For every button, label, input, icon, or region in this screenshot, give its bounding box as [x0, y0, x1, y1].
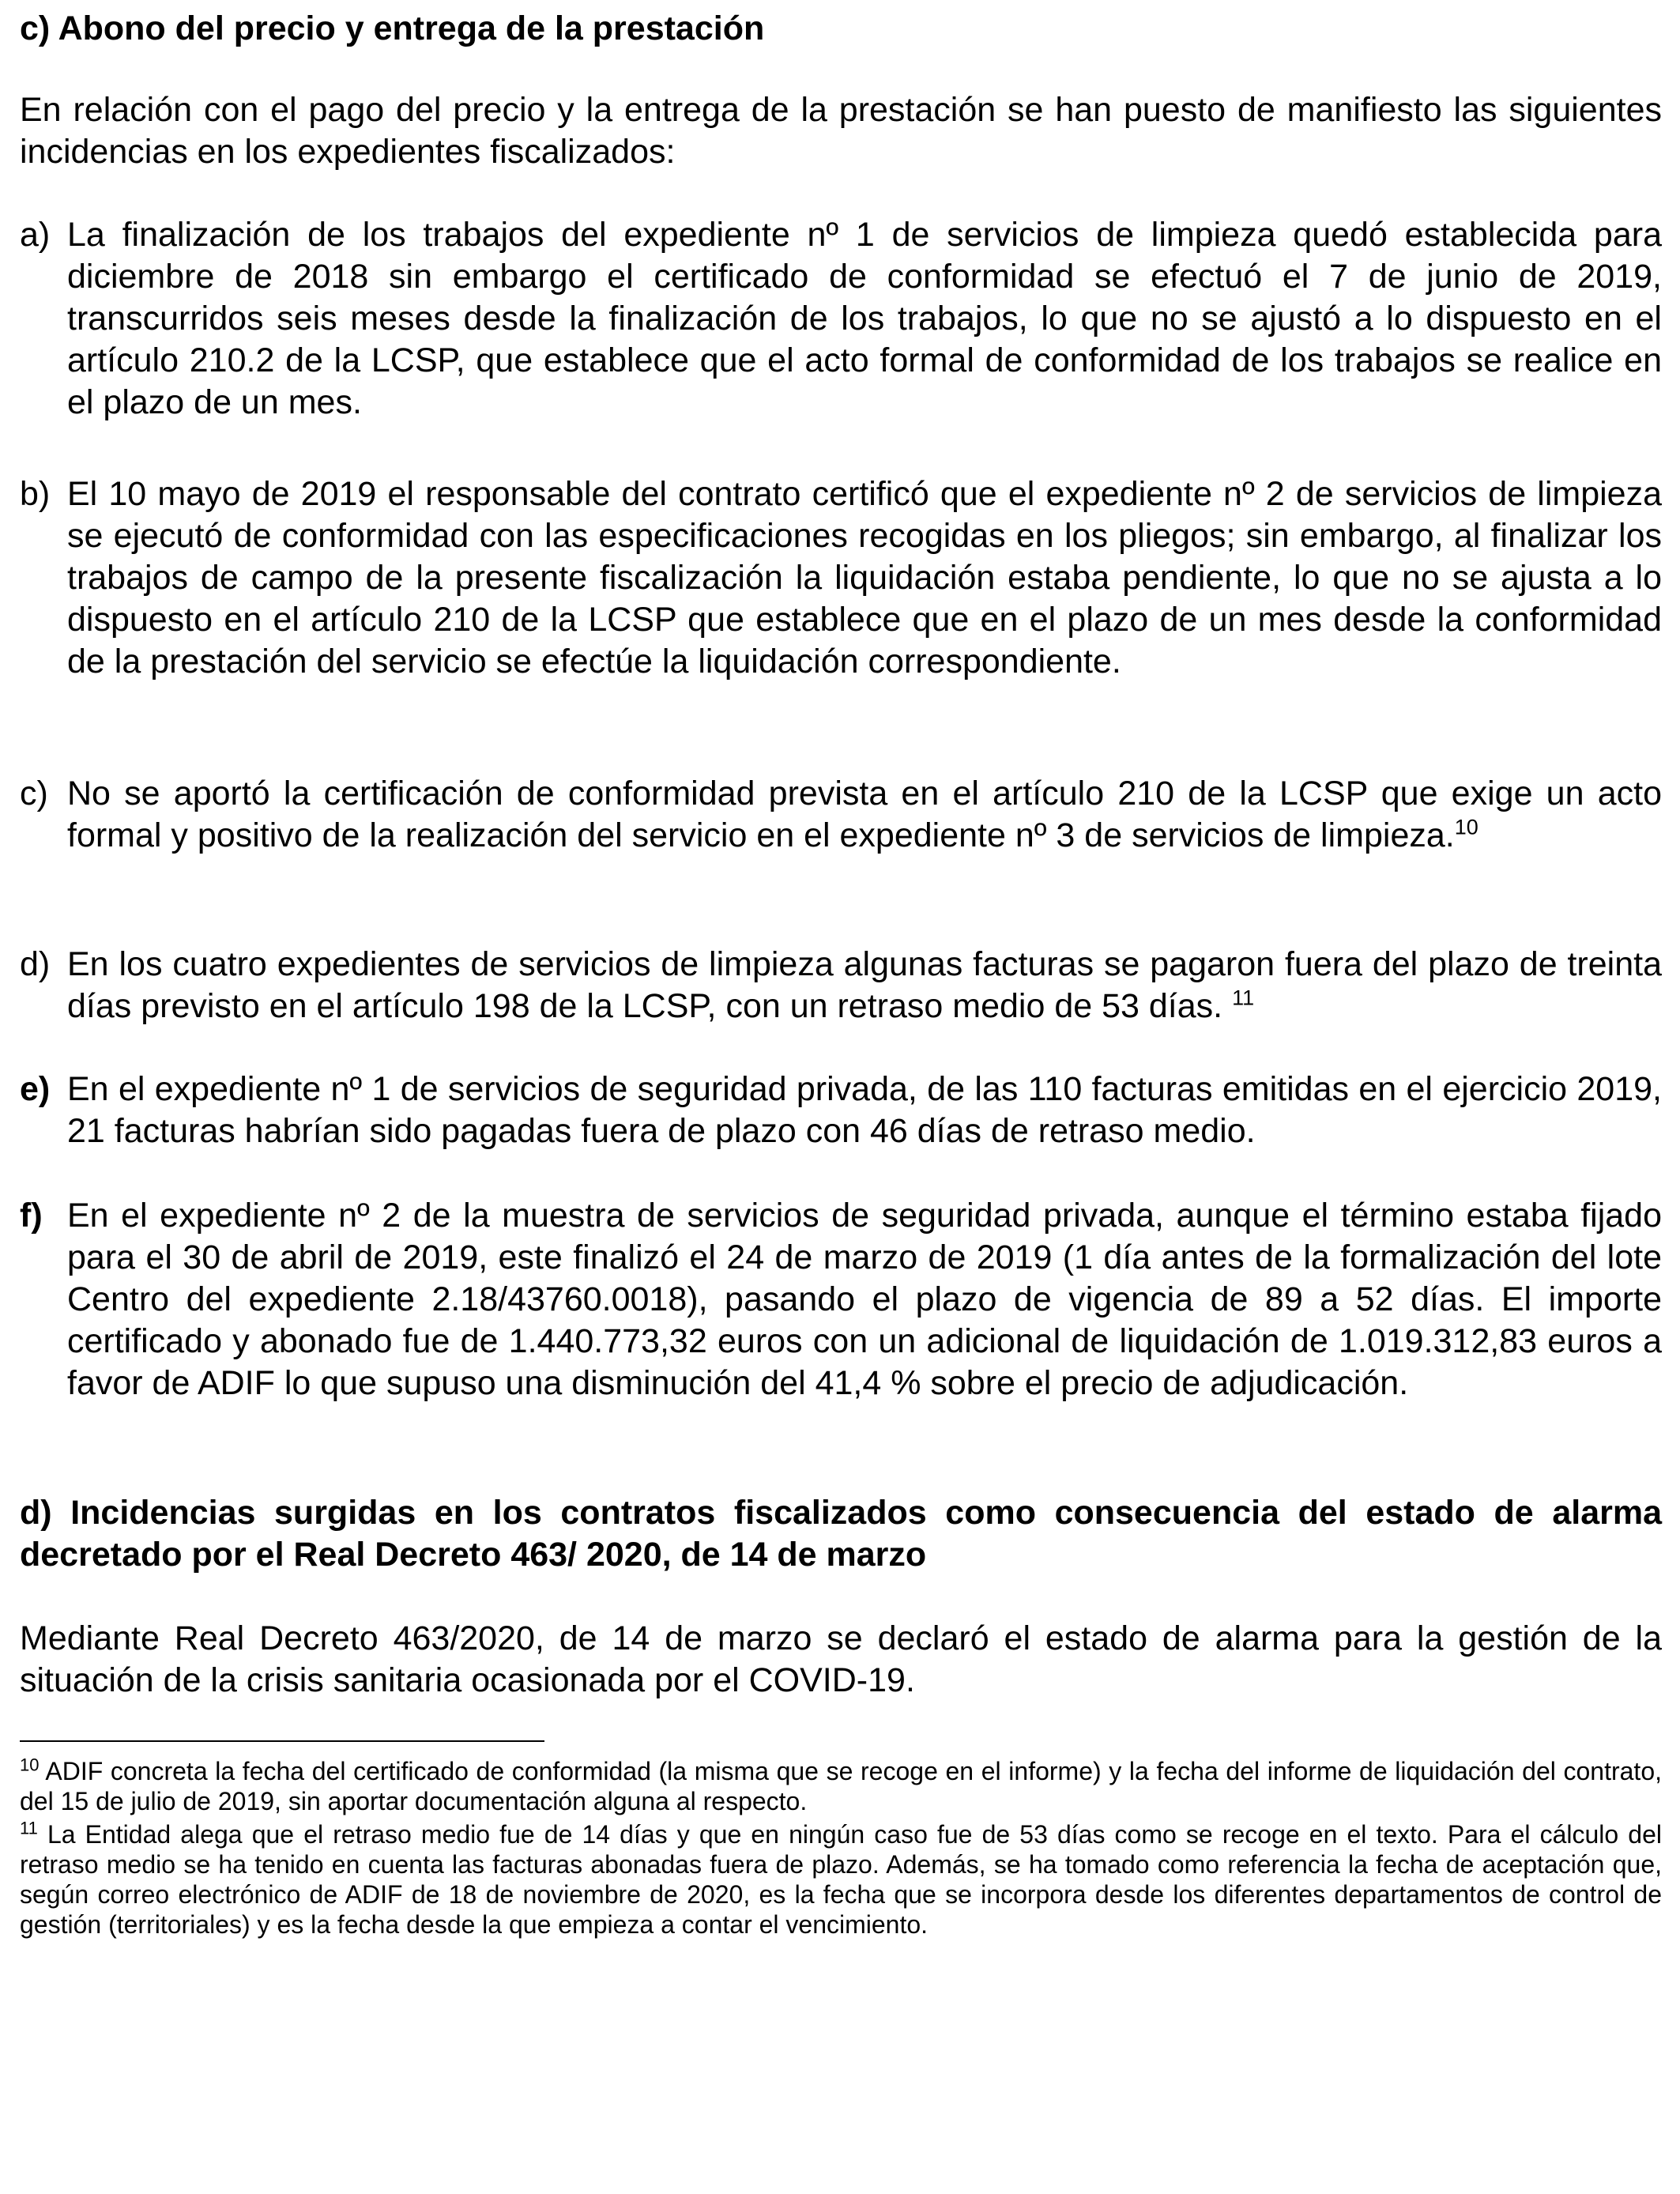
- list-marker: d): [20, 945, 51, 983]
- list-item-text-wrap: [67, 773, 1662, 857]
- list-item-text: En el expediente nº 2 de la muestra de servicios de seguridad privada, aunque el término estaba fijado para el 30 de abril de 2019, este finalizó el 24 de marzo de 2019 (1 día antes de la formalización del lote Centro del expediente 2.18/43760.0018), pasando el plazo de vigencia de 89 a 52 días. El importe certificado y abonado fue de 1.440.773,32 euros con un adicional de liquidación de 1.019.312,83 euros a favor de ADIF lo que supuso una disminución del 41,4 % sobre el precio de adjudicación.: [67, 1197, 1662, 1402]
- list-item-text-wrap: [67, 944, 1662, 1027]
- section-c-intro: En relación con el pago del precio y la entrega de la prestación se han puesto de manifiesto las siguientes incidencias en los expedientes fiscalizados:: [20, 91, 1662, 171]
- footnote-number: 10: [20, 1755, 40, 1775]
- footnote-text: ADIF concreta la fecha del certificado de conformidad (la misma que se recoge en el informe) y la fecha del informe de liquidación del contrato, del 15 de julio de 2019, sin aportar documentación alguna al respecto.: [20, 1757, 1663, 1815]
- list-item-text: No se aportó la certificación de conformidad prevista en el artículo 210 de la LCSP que exige un acto formal y positivo de la realización del servicio en el expediente nº 3 de servicios de limpieza.: [67, 775, 1662, 854]
- footnote-ref: 11: [1232, 986, 1255, 1010]
- section-d-heading: d) Incidencias surgidas en los contratos fiscalizados como consecuencia del estado de alarma decretado por el Real Decreto 463/ 2020, de 14 de marzo: [20, 1494, 1662, 1574]
- footnote-number: 11: [20, 1818, 38, 1838]
- list-item-text: El 10 mayo de 2019 el responsable del contrato certificó que el expediente nº 2 de servicios de limpieza se ejecutó de conformidad con las especificaciones recogidas en los pliegos; sin embargo, al finalizar los trabajos de campo de la presente fiscalización la liquidación estaba pendiente, lo que no se ajusta a lo dispuesto en el artículo 210 de la LCSP que establece que en el plazo de un mes desde la conformidad de la prestación del servicio se efectúe la liquidación correspondiente.: [67, 475, 1662, 680]
- list-item-text: En el expediente nº 1 de servicios de seguridad privada, de las 110 facturas emitidas en el ejercicio 2019, 21 facturas habrían sido pagadas fuera de plazo con 46 días de retraso medio.: [67, 1070, 1662, 1150]
- footnote-ref: 10: [1454, 815, 1478, 839]
- footnote-10: [20, 1756, 1662, 1816]
- section-c-heading: c) Abono del precio y entrega de la prestación: [20, 9, 765, 47]
- footnote-11: [20, 1819, 1662, 1940]
- list-item-c: [20, 773, 1662, 857]
- list-item-d: [20, 944, 1662, 1027]
- list-marker: a): [20, 216, 51, 254]
- section-d-paragraph: Mediante Real Decreto 463/2020, de 14 de marzo se declaró el estado de alarma para la gestión de la situación de la crisis sanitaria ocasionada por el COVID-19.: [20, 1619, 1662, 1699]
- list-marker: b): [20, 475, 51, 513]
- list-marker: e): [20, 1070, 51, 1108]
- list-item-e: [20, 1069, 1662, 1152]
- footnote-separator: [20, 1740, 544, 1742]
- list-item-text: En los cuatro expedientes de servicios de limpieza algunas facturas se pagaron fuera del plazo de treinta días previsto en el artículo 198 de la LCSP, con un retraso medio de 53 días.: [67, 945, 1662, 1025]
- list-item-b: [20, 473, 1662, 683]
- list-marker: f): [20, 1197, 43, 1235]
- list-item-text: La finalización de los trabajos del expediente nº 1 de servicios de limpieza quedó establecida para diciembre de 2018 sin embargo el certificado de conformidad se efectuó el 7 de junio de 2019, transcurridos seis meses desde la finalización de los trabajos, lo que no se ajustó a lo dispuesto en el artículo 210.2 de la LCSP, que establece que el acto formal de conformidad de los trabajos se realice en el plazo de un mes.: [67, 216, 1662, 421]
- list-marker: c): [20, 775, 48, 812]
- list-item-f: [20, 1195, 1662, 1404]
- footnote-text: La Entidad alega que el retraso medio fue de 14 días y que en ningún caso fue de 53 días como se recoge en el texto. Para el cálculo del retraso medio se ha tenido en cuenta las facturas abonadas fuera de plazo. Además, se ha tomado como referencia la fecha de aceptación que, según correo electrónico de ADIF de 18 de noviembre de 2020, es la fecha que se incorpora desde los diferentes departamentos de control de gestión (territoriales) y es la fecha desde la que empieza a contar el vencimiento.: [20, 1820, 1663, 1939]
- list-item-a: [20, 214, 1662, 424]
